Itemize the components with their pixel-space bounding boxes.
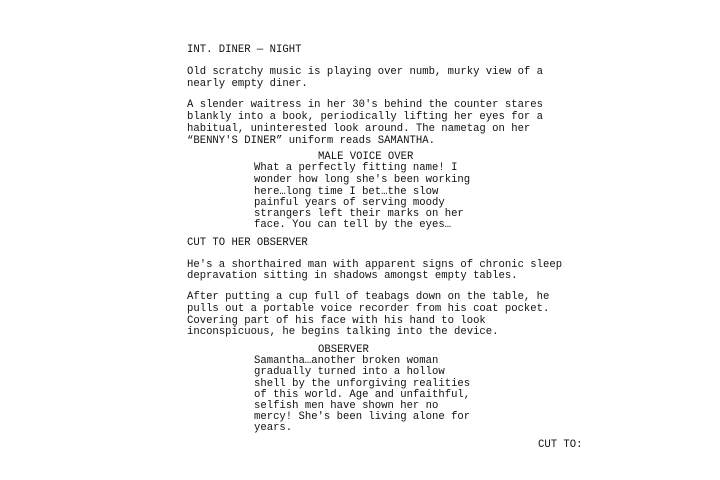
transition: CUT TO: (538, 439, 583, 451)
action-line: blankly into a book, periodically lifting her eyes for a (187, 111, 544, 123)
action-line: depravation sitting in shadows amongst empty tables. (187, 270, 518, 282)
action-line: “BENNY'S DINER” uniform reads SAMANTHA. (187, 135, 435, 147)
action-line: Old scratchy music is playing over numb, murky view of a (187, 66, 544, 78)
action-line: inconspicuous, he begins talking into the device. (187, 326, 499, 338)
action-line: He's a shorthaired man with apparent signs of chronic sleep (187, 259, 563, 271)
dialogue-line: Samantha…another broken woman (254, 355, 439, 367)
dialogue-line: mercy! She's been living alone for (254, 411, 471, 423)
character-name: OBSERVER (318, 344, 369, 356)
dialogue-line: face. You can tell by the eyes… (254, 219, 452, 231)
dialogue-line: What a perfectly fitting name! I (254, 162, 458, 174)
action-line: nearly empty diner. (187, 78, 308, 90)
dialogue-line: of this world. Age and unfaithful, (254, 389, 471, 401)
action-line: Covering part of his face with his hand to look (187, 315, 486, 327)
dialogue-line: years. (254, 422, 293, 434)
action-line: A slender waitress in her 30's behind the counter stares (187, 99, 544, 111)
dialogue-line: shell by the unforgiving realities (254, 378, 471, 390)
dialogue-line: here…long time I bet…the slow (254, 186, 439, 198)
transition: CUT TO HER OBSERVER (187, 237, 308, 249)
dialogue-line: selfish men have shown her no (254, 400, 439, 412)
dialogue-line: gradually turned into a hollow (254, 366, 445, 378)
dialogue-line: wonder how long she's been working (254, 174, 471, 186)
scene-heading: INT. DINER — NIGHT (187, 44, 302, 56)
action-line: habitual, uninterested look around. The nametag on her (187, 123, 531, 135)
dialogue-line: painful years of serving moody (254, 197, 445, 209)
character-name: MALE VOICE OVER (318, 151, 414, 163)
action-line: After putting a cup full of teabags down on the table, he (187, 291, 550, 303)
dialogue-line: strangers left their marks on her (254, 208, 464, 220)
action-line: pulls out a portable voice recorder from his coat pocket. (187, 303, 550, 315)
